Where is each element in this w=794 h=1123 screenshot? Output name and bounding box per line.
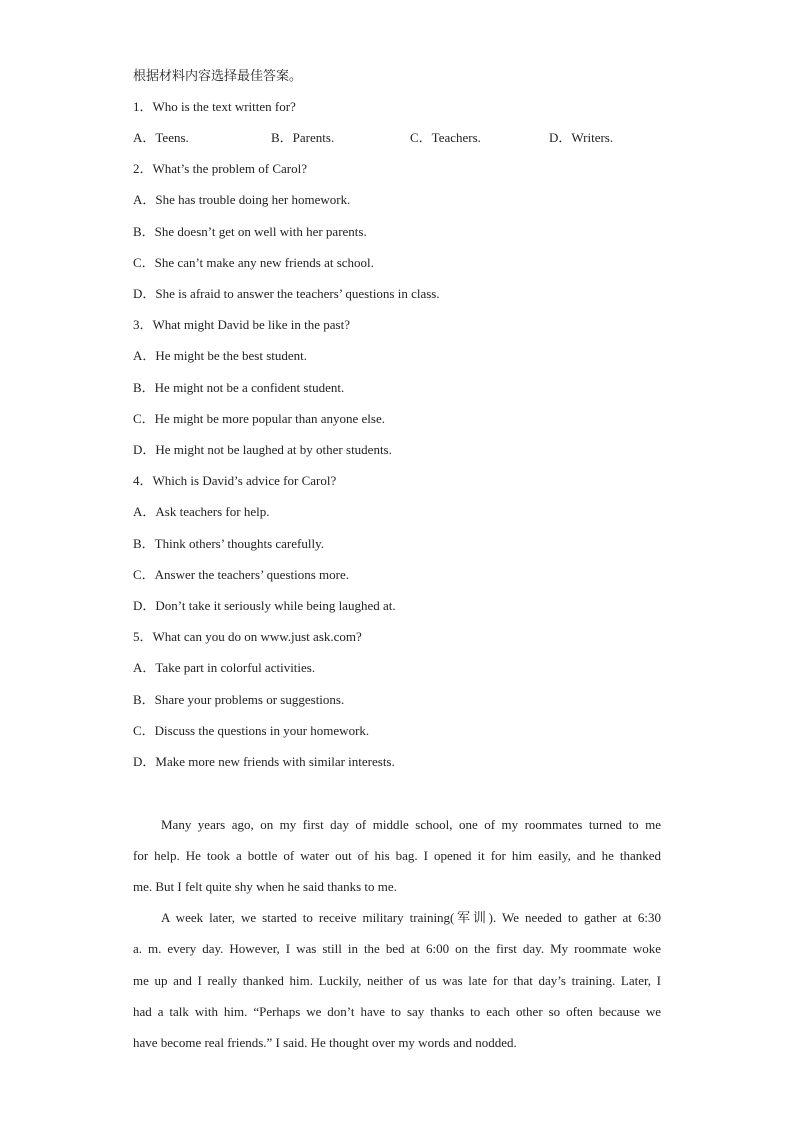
question-3-stem: 3．What might David be like in the past? bbox=[133, 317, 350, 332]
instruction: 根据材料内容选择最佳答案。 bbox=[133, 68, 303, 83]
question-4-option-d: D．Don’t take it seriously while being laughed at. bbox=[133, 598, 396, 613]
passage-p1-line-1: Many years ago, on my first day of middle school, one of my roommates turned to me bbox=[161, 817, 661, 832]
passage-p2-line-1: A week later, we started to receive military training(军训). We needed to gather at 6:30 bbox=[161, 910, 661, 925]
passage-p1-line-2: for help. He took a bottle of water out of his bag. I opened it for him easily, and he thanked bbox=[133, 848, 661, 863]
question-5-option-c: C．Discuss the questions in your homework. bbox=[133, 723, 370, 738]
question-1-option-b: B．Parents. bbox=[271, 130, 335, 145]
question-3-option-d: D．He might not be laughed at by other students. bbox=[133, 442, 392, 457]
question-5-option-a: A．Take part in colorful activities. bbox=[133, 660, 316, 675]
question-1-option-a: A．Teens. bbox=[133, 130, 189, 145]
question-4-stem: 4．Which is David’s advice for Carol? bbox=[133, 473, 337, 488]
question-3-option-b: B．He might not be a confident student. bbox=[133, 380, 345, 395]
question-2-option-c: C．She can’t make any new friends at school. bbox=[133, 255, 374, 270]
passage-p2-line-5: have become real friends.” I said. He thought over my words and nodded. bbox=[133, 1035, 517, 1050]
question-5-stem: 5．What can you do on www.just ask.com? bbox=[133, 629, 362, 644]
question-1-option-c: C．Teachers. bbox=[410, 130, 481, 145]
question-4-option-a: A．Ask teachers for help. bbox=[133, 504, 270, 519]
question-3-option-a: A．He might be the best student. bbox=[133, 348, 308, 363]
question-4-option-c: C．Answer the teachers’ questions more. bbox=[133, 567, 350, 582]
question-1-option-d: D．Writers. bbox=[549, 130, 614, 145]
question-2-option-b: B．She doesn’t get on well with her parents. bbox=[133, 224, 367, 239]
question-2-option-a: A．She has trouble doing her homework. bbox=[133, 192, 351, 207]
question-5-option-d: D．Make more new friends with similar interests. bbox=[133, 754, 395, 769]
question-2-stem: 2．What’s the problem of Carol? bbox=[133, 161, 308, 176]
question-5-option-b: B．Share your problems or suggestions. bbox=[133, 692, 345, 707]
passage-p2-line-3: me up and I really thanked him. Luckily, neither of us was late for that day’s training. Later, I bbox=[133, 973, 661, 988]
question-1-stem: 1．Who is the text written for? bbox=[133, 99, 296, 114]
question-2-option-d: D．She is afraid to answer the teachers’ questions in class. bbox=[133, 286, 440, 301]
question-4-option-b: B．Think others’ thoughts carefully. bbox=[133, 536, 324, 551]
passage-p2-line-4: had a talk with him. “Perhaps we don’t have to say thanks to each other so often because we bbox=[133, 1004, 661, 1019]
passage-p2-line-2: a. m. every day. However, I was still in the bed at 6:00 on the first day. My roommate woke bbox=[133, 941, 661, 956]
question-3-option-c: C．He might be more popular than anyone else. bbox=[133, 411, 385, 426]
passage-p1-line-3: me. But I felt quite shy when he said thanks to me. bbox=[133, 879, 397, 894]
